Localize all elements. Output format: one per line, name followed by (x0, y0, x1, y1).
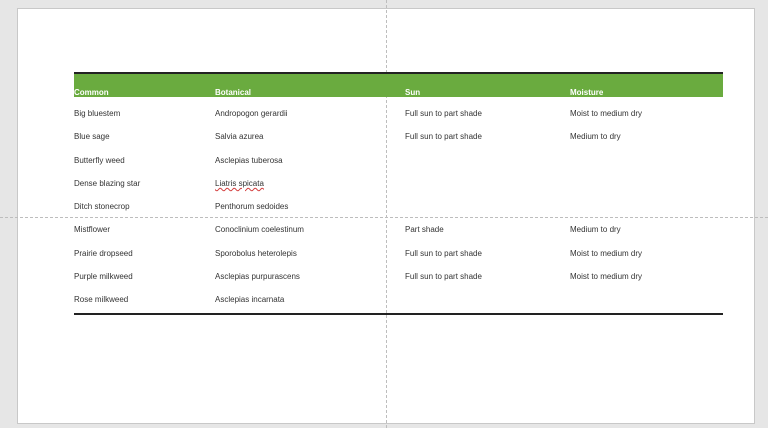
cell-common[interactable]: Blue sage (74, 132, 110, 142)
cell-botanical[interactable]: Conoclinium coelestinum (215, 225, 304, 235)
table-row (74, 219, 723, 242)
cell-moisture[interactable]: Moist to medium dry (570, 272, 643, 282)
cell-botanical[interactable]: Penthorum sedoides (215, 202, 289, 212)
header-botanical: Botanical (215, 88, 252, 97)
cell-common[interactable]: Butterfly weed (74, 155, 125, 165)
table-row (74, 103, 723, 126)
cell-botanical[interactable]: Andropogon gerardii (215, 109, 288, 118)
cell-common[interactable]: Big bluestem (74, 109, 121, 118)
table-row (74, 243, 723, 266)
cell-botanical[interactable]: Sporobolus heterolepis (215, 248, 297, 258)
table-row (74, 196, 723, 219)
cell-sun[interactable]: Full sun to part shade (405, 132, 482, 142)
cell-common[interactable]: Mistflower (74, 225, 111, 235)
cell-common[interactable]: Purple milkweed (74, 272, 133, 282)
cell-sun[interactable]: Full sun to part shade (405, 109, 482, 118)
table-row (74, 150, 723, 173)
cell-moisture[interactable]: Moist to medium dry (570, 248, 643, 258)
table-row (74, 266, 723, 289)
cell-botanical[interactable]: Asclepias tuberosa (215, 155, 283, 165)
cell-moisture[interactable]: Medium to dry (570, 132, 621, 142)
header-sun: Sun (405, 88, 421, 97)
cell-botanical[interactable]: Salvia azurea (215, 132, 264, 142)
cell-common[interactable]: Dense blazing star (74, 178, 141, 188)
cell-botanical[interactable]: Liatris spicata (215, 178, 264, 188)
cell-common[interactable]: Prairie dropseed (74, 248, 133, 258)
table-body (74, 103, 723, 315)
table-row (74, 173, 723, 196)
plant-table[interactable] (74, 72, 723, 315)
table-row (74, 126, 723, 149)
table-header-row (74, 72, 723, 97)
cell-moisture[interactable]: Moist to medium dry (570, 109, 643, 118)
cell-moisture[interactable]: Medium to dry (570, 225, 621, 235)
cell-sun[interactable]: Part shade (405, 225, 444, 235)
header-common: Common (74, 88, 109, 97)
table-row (74, 289, 723, 312)
cell-common[interactable]: Ditch stonecrop (74, 202, 130, 212)
cell-sun[interactable]: Full sun to part shade (405, 272, 482, 282)
cell-botanical[interactable]: Asclepias incarnata (215, 295, 285, 305)
cell-sun[interactable]: Full sun to part shade (405, 248, 482, 258)
cell-botanical[interactable]: Asclepias purpurascens (215, 272, 300, 282)
header-moisture: Moisture (570, 88, 604, 97)
cell-common[interactable]: Rose milkweed (74, 295, 129, 305)
